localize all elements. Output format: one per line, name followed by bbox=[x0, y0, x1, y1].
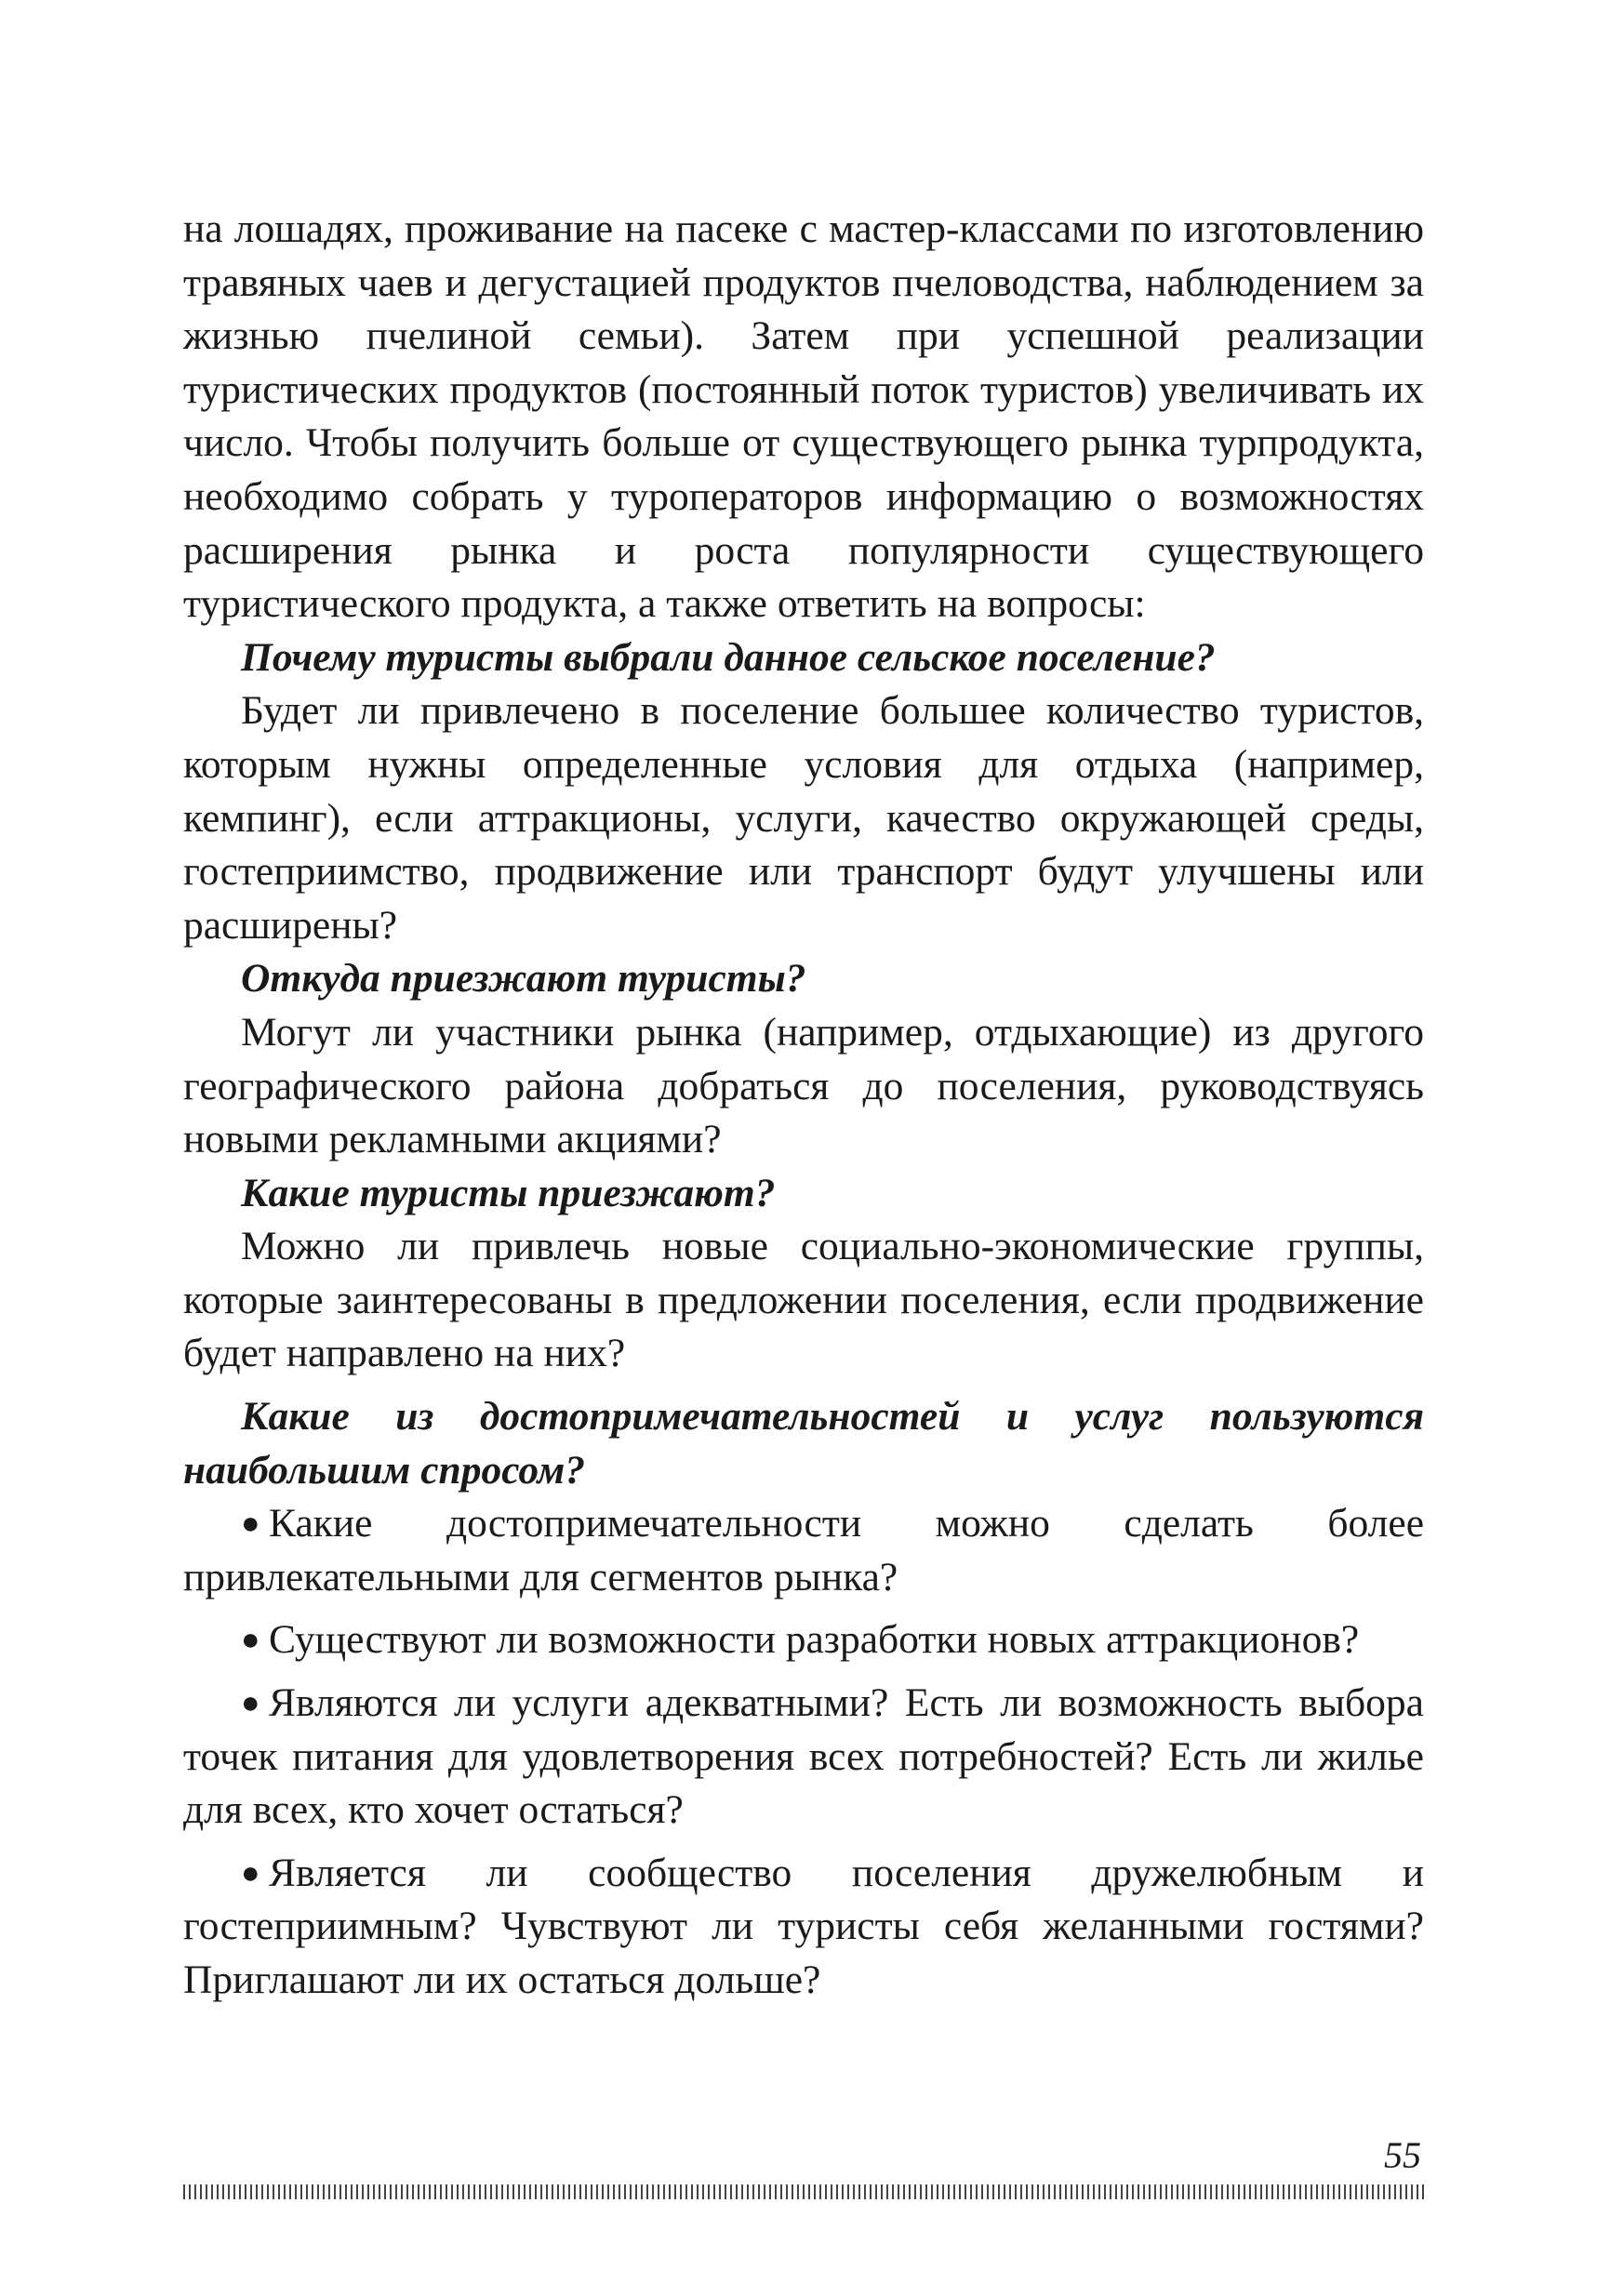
bullet-icon: ● bbox=[241, 1623, 260, 1658]
paragraph-from-where: Могут ли участники рынка (например, отдыхающие) из другого географического района добраться до поселения, руководствуясь новыми рекламными акциями? bbox=[183, 1009, 1424, 1162]
bullet-icon: ● bbox=[241, 1686, 260, 1721]
question-heading-attractions: Какие из достопримечательностей и услуг пользуются наибольшим спросом? bbox=[183, 1394, 1424, 1493]
paragraph-intro: на лошадях, проживание на пасеке с мастер-классами по изготовлению травяных чаев и дегустацией продуктов пчеловодства, наблюдением за жизнью пчелиной семьи). Затем при успешной реализации туристических продуктов (постоянный поток туристов) увеличивать их число. Чтобы получить больше от существующего рынка турпродукта, необходимо собрать у туроператоров информацию о возможностях расширения рынка и роста популярности существующего туристического продукта, а также ответить на вопросы: bbox=[183, 206, 1424, 627]
bullet-icon: ● bbox=[241, 1855, 260, 1891]
bullet-text: Являются ли услуги адекватными? Есть ли возможность выбора точек питания для удовлетворения всех потребностей? Есть ли жилье для всех, кто хочет остаться? bbox=[183, 1680, 1424, 1833]
bullet-item bbox=[183, 1497, 1424, 1604]
question-heading-which-tourists: Какие туристы приезжают? bbox=[241, 1170, 776, 1215]
bullet-item bbox=[183, 1847, 1424, 2008]
question-heading-why: Почему туристы выбрали данное сельское поселение? bbox=[241, 634, 1216, 680]
bullet-text: Существуют ли возможности разработки новых аттракционов? bbox=[269, 1617, 1360, 1663]
paragraph-why: Будет ли привлечено в поселение большее количество туристов, которым нужны определенные условия для отдыха (например, кемпинг), если аттракционы, услуги, качество окружающей среды, гостеприимство, продвижение или транспорт будут улучшены или расширены? bbox=[183, 688, 1424, 948]
question-heading-from-where: Откуда приезжают туристы? bbox=[241, 956, 806, 1002]
page-number: 55 bbox=[1384, 2134, 1421, 2176]
bullet-text: Является ли сообщество поселения дружелюбным и гостеприимным? Чувствуют ли туристы себя желанными гостями? Приглашают ли их остаться дольше? bbox=[183, 1850, 1424, 2002]
bullet-icon: ● bbox=[241, 1506, 260, 1542]
bullet-item bbox=[183, 1613, 1424, 1667]
page-content bbox=[183, 203, 1424, 2008]
bullet-item bbox=[183, 1677, 1424, 1838]
paragraph-which-tourists: Можно ли привлечь новые социально-экономические группы, которые заинтересованы в предложении поселения, если продвижение будет направлено на них? bbox=[183, 1224, 1424, 1376]
bullet-text: Какие достопримечательности можно сделать более привлекательными для сегментов рынка? bbox=[183, 1501, 1424, 1599]
footer-rule bbox=[183, 2184, 1424, 2199]
